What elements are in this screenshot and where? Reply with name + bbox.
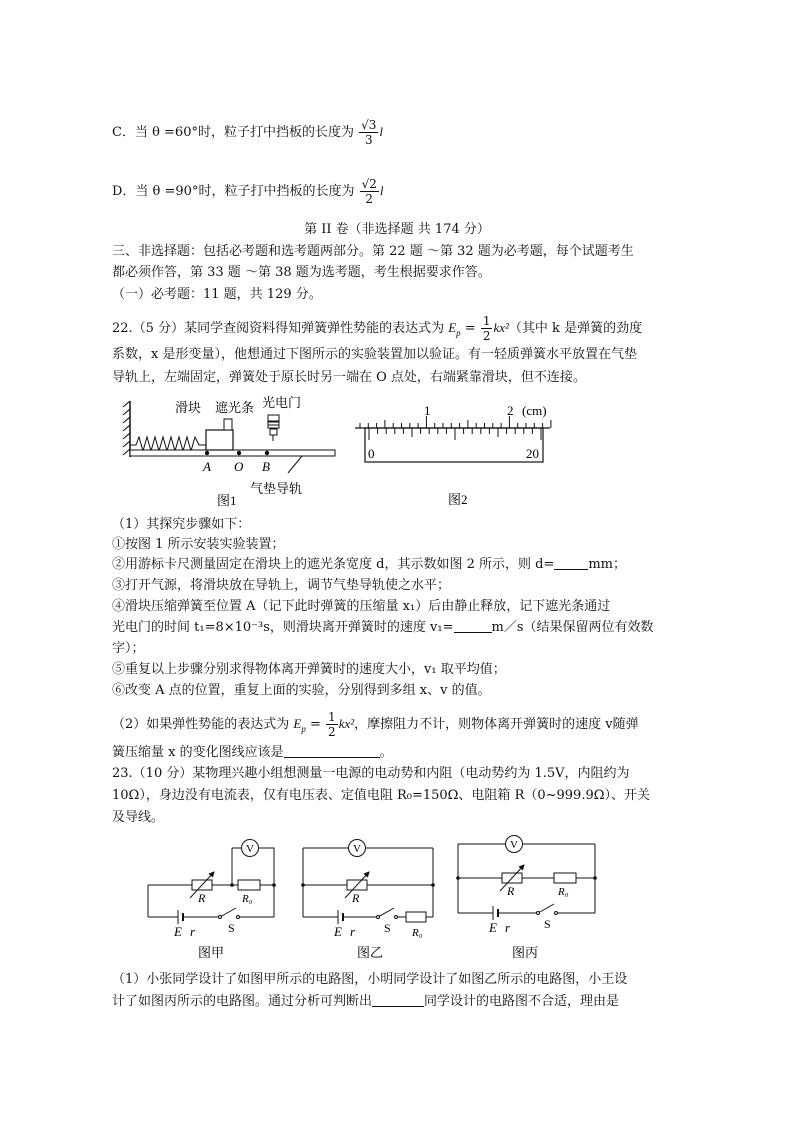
circuit-a [148,848,274,924]
figure-1-air-track [120,393,345,513]
label-shade: 遮光条 [215,400,255,415]
answer-blank-v1[interactable] [454,618,492,633]
q22-line-2: 系数，x 是形变量），他想通过下图所示的实验装置加以验证。有一轻质弹簧水平放置在气垫 [112,347,637,362]
section-title: 第 II 卷（非选择题 共 174 分） [304,222,490,237]
label-v-a: V [246,843,254,855]
caption-a: 图甲 [198,945,225,960]
fraction-sqrt3-over-3: $\frac{√3}{3}$ [361,118,377,147]
step-1: ①按图 1 所示安装实验装置； [112,537,285,552]
svg-text:S: S [228,921,235,935]
vernier-scale-frame [365,428,543,462]
photogate [268,415,279,441]
wall-hatching [123,401,130,455]
svg-text:r: r [350,924,356,939]
q22-part-2-continued: 簧压缩量 x 的变化图线应该是 。 [112,745,393,760]
figure-1-caption: 图1 [217,493,237,508]
answer-blank-student[interactable] [372,992,424,1007]
circuit-c [458,844,595,920]
svg-text:E: E [489,920,497,935]
svg-text:r: r [505,920,511,935]
step-5: ⑤重复以上步骤分别求得物体离开弹簧时的速度大小，v₁ 取平均值； [112,662,506,677]
label-a: A [203,459,211,474]
air-track-rail [130,450,335,456]
section-intro-1: 三、非选择题：包括必考题和选考题两部分。第 22 题 ～第 32 题为必考题，每个试题考生 [112,244,634,259]
q23-part-1-line-2: 计了如图丙所示的电路图。通过分析可判断出 同学设计的电路图不合适，理由是 [112,994,620,1009]
svg-text:r: r [190,924,196,939]
fraction-sqrt2-over-2: $\frac{√2}{2}$ [361,177,377,206]
circuit-b [303,848,433,924]
label-v-c: V [510,839,518,851]
step-6: ⑥改变 A 点的位置，重复上面的实验，分别得到多组 x、v 的值。 [112,683,491,698]
answer-blank-d[interactable] [554,555,588,570]
point-a [205,451,209,455]
svg-text:R₀: R₀ [242,893,253,905]
section-intro-3: （一）必考题：11 题，共 129 分。 [112,287,322,302]
figure-2-vernier-caliper [350,398,560,510]
rail-leader-line [288,456,302,473]
svg-text:R: R [198,891,206,905]
point-b [265,451,269,455]
step-4-end: 字）； [112,641,145,656]
label-gate: 光电门 [262,395,302,410]
label-v-b: V [353,843,361,855]
caption-b: 图乙 [357,945,384,960]
svg-text:R₀: R₀ [412,927,423,939]
svg-text:R₀: R₀ [558,886,569,898]
q22-line-3: 导轨上，左端固定，弹簧处于原长时另一端在 O 点处，右端紧靠滑块，但不连接。 [112,370,586,385]
svg-text:S: S [384,921,391,935]
vernier-scale-ticks [369,428,541,440]
svg-text:S: S [544,917,551,931]
shading-strip [224,419,232,430]
answer-blank-graph[interactable] [284,743,380,758]
step-2: ②用游标卡尺测量固定在滑块上的遮光条宽度 d，其示数如图 2 所示，则 d= mm； [112,557,626,572]
svg-text:E: E [174,924,182,939]
step-4-continued: 光电门的时间 t₁=8×10⁻³s，则滑块离开弹簧时的速度 v₁= m／s（结果保留两位有效数 [112,620,654,635]
option-d: D．当 θ =90°时，粒子打中挡板的长度为 $\frac{√2}{2}$ l [112,177,384,206]
caption-c: 图丙 [512,945,539,960]
label-o: O [234,459,244,474]
step-4: ④滑块压缩弹簧至位置 A（记下此时弹簧的压缩量 x₁）后由静止释放，记下遮光条通过 [112,599,611,614]
slider-block [206,430,233,450]
q22-part-2: （2）如果弹性势能的表达式为 $E_p$ = $\frac{1}{2}$ kx²，摩擦阻力不计，则物体离开弹簧时的速度 v随弹 [112,710,639,739]
spring [130,437,206,451]
vernier-label-0: 0 [368,446,375,461]
steps-heading: （1）其探究步骤如下： [112,517,251,532]
section-intro-2: 都必须作答，第 33 题 ～第 38 题为选考题，考生根据要求作答。 [112,265,491,280]
svg-text:R: R [507,884,515,898]
label-rail: 气垫导轨 [250,481,303,496]
main-label-1: 1 [424,403,431,418]
circuit-diagrams [140,832,610,967]
fraction-one-half-2: $\frac{1}{2}$ [328,710,336,739]
vernier-label-20: 20 [526,446,539,461]
svg-text:E: E [334,924,342,939]
q23-line-3: 及导线。 [112,810,165,825]
main-label-2: 2 [507,403,514,418]
figure-2-caption: 图2 [448,492,468,507]
label-b: B [262,459,270,474]
step-3: ③打开气源，将滑块放在导轨上，调节气垫导轨使之水平； [112,578,451,593]
q23-line-2: 10Ω），身边没有电流表，仅有电压表、定值电阻 R₀=150Ω、电阻箱 R（0~999.9Ω）、开关 [112,788,651,803]
label-slider: 滑块 [175,400,202,415]
svg-text:R: R [352,891,360,905]
point-o [237,451,241,455]
q22-line-1: 22.（5 分）某同学查阅资料得知弹簧弹性势能的表达式为 $E_p$ = $\frac{1}{2}$ kx²（其中 k 是弹簧的劲度 [112,314,643,343]
q23-line-1: 23.（10 分）某物理兴趣小组想测量一电源的电动势和内阻（电动势约为 1.5V，内阻约为 [112,766,630,781]
fraction-one-half: $\frac{1}{2}$ [482,314,491,343]
q23-part-1-line-1: （1）小张同学设计了如图甲所示的电路图，小明同学设计了如图乙所示的电路图，小王设 [112,972,628,987]
unit-label: (cm) [522,403,547,418]
option-c: C．当 θ =60°时，粒子打中挡板的长度为 $\frac{√3}{3}$ l [112,118,384,147]
